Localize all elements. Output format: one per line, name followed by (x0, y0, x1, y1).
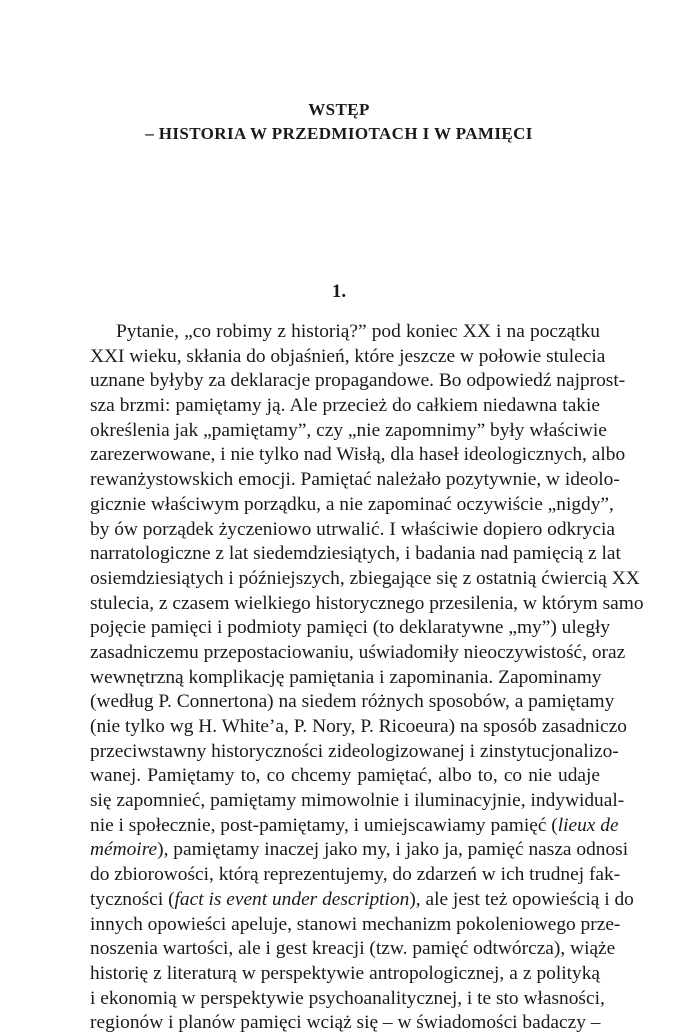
text-line: (według P. Connertona) na siedem różnych sposobów, a pamiętamy (90, 691, 615, 713)
text-segment: nie i społecznie, post-pamiętamy, i umiejscawiamy pamięć ( (90, 814, 558, 836)
text-line: przeciwstawny historyczności zideologizowanej i zinstytucjonalizo- (90, 740, 619, 762)
text-line: się zapomnieć, pamiętamy mimowolnie i iluminacyjnie, indywidual- (90, 790, 625, 812)
text-line: uznane byłyby za deklaracje propagandowe. Bo odpowiedź najprost- (90, 370, 626, 392)
chapter-title-line-2: – HISTORIA W PRZEDMIOTACH I W PAMIĘCI (145, 124, 533, 143)
text-line: osiemdziesiątych i późniejszych, zbiegające się z ostatnią ćwiercią XX (90, 567, 640, 589)
text-line: stulecia, z czasem wielkiego historycznego przesilenia, w którym samo (90, 592, 644, 614)
text-line (90, 814, 619, 839)
text-line: regionów i planów pamięci wciąż się – w świadomości badaczy – (90, 1012, 601, 1034)
chapter-title-line-1: WSTĘP (308, 100, 370, 119)
text-line: innych opowieści apeluje, stanowi mechanizm pokoleniowego prze- (90, 913, 621, 935)
body-paragraph (90, 320, 644, 1036)
text-line: zasadniczemu przepostaciowaniu, uświadomiły nieoczywistość, oraz (90, 641, 626, 663)
text-line: i ekonomią w perspektywie psychoanalitycznej, i te sto własności, (90, 987, 605, 1009)
italic-term: lieux de (557, 814, 619, 836)
italic-term: fact is event under description (174, 888, 410, 910)
text-line: zarezerwowane, i nie tylko nad Wisłą, dla haseł ideologicznych, albo (90, 444, 626, 466)
text-line: gicznie właściwym porządku, a nie zapominać oczywiście „nigdy”, (90, 493, 614, 515)
text-line: sza brzmi: pamiętamy ją. Ale przecież do całkiem niedawna takie (90, 395, 600, 417)
text-line: narratologiczne z lat siedemdziesiątych, i badania nad pamięcią z lat (90, 543, 621, 565)
chapter-title (0, 98, 678, 146)
section-number: 1. (331, 281, 347, 302)
text-segment: tyczności ( (90, 888, 175, 910)
text-line: XXI wieku, skłania do objaśnień, które jeszcze w połowie stulecia (90, 345, 606, 367)
text-line: rewanżystowskich emocji. Pamiętać należało pozytywnie, w ideolo- (90, 469, 620, 491)
text-line: pojęcie pamięci i podmioty pamięci (to deklaratywne „my”) uległy (90, 617, 611, 639)
text-line: do zbiorowości, którą reprezentujemy, do zdarzeń w ich trudnej fak- (90, 864, 621, 886)
text-line: historię z literaturą w perspektywie antropologicznej, a z polityką (90, 962, 600, 984)
text-line (90, 888, 634, 913)
text-line: Pytanie, „co robimy z historią?” pod koniec XX i na początku (116, 321, 600, 342)
text-line: by ów porządek życzeniowo utrwalić. I właściwie dopiero odkrycia (90, 518, 615, 540)
text-line: określenia jak „pamiętamy”, czy „nie zapomnimy” były właściwie (90, 419, 607, 441)
text-line: (nie tylko wg H. White’a, P. Nory, P. Ricoeura) na sposób zasadniczo (90, 716, 627, 737)
text-line: wewnętrzną komplikację pamiętania i zapominania. Zapominamy (90, 666, 602, 688)
text-line (90, 838, 629, 863)
text-segment: ), ale jest też opowieścią i do (409, 888, 634, 910)
italic-term: mémoire (90, 839, 158, 861)
text-line: noszenia wartości, ale i gest kreacji (tzw. pamięć odtwórcza), wiąże (90, 938, 616, 960)
text-segment: ), pamiętamy inaczej jako my, i jako ja, pamięć nasza odnosi (157, 839, 629, 861)
text-line: wanej. Pamiętamy to, co chcemy pamiętać, albo to, co nie udaje (90, 765, 600, 787)
